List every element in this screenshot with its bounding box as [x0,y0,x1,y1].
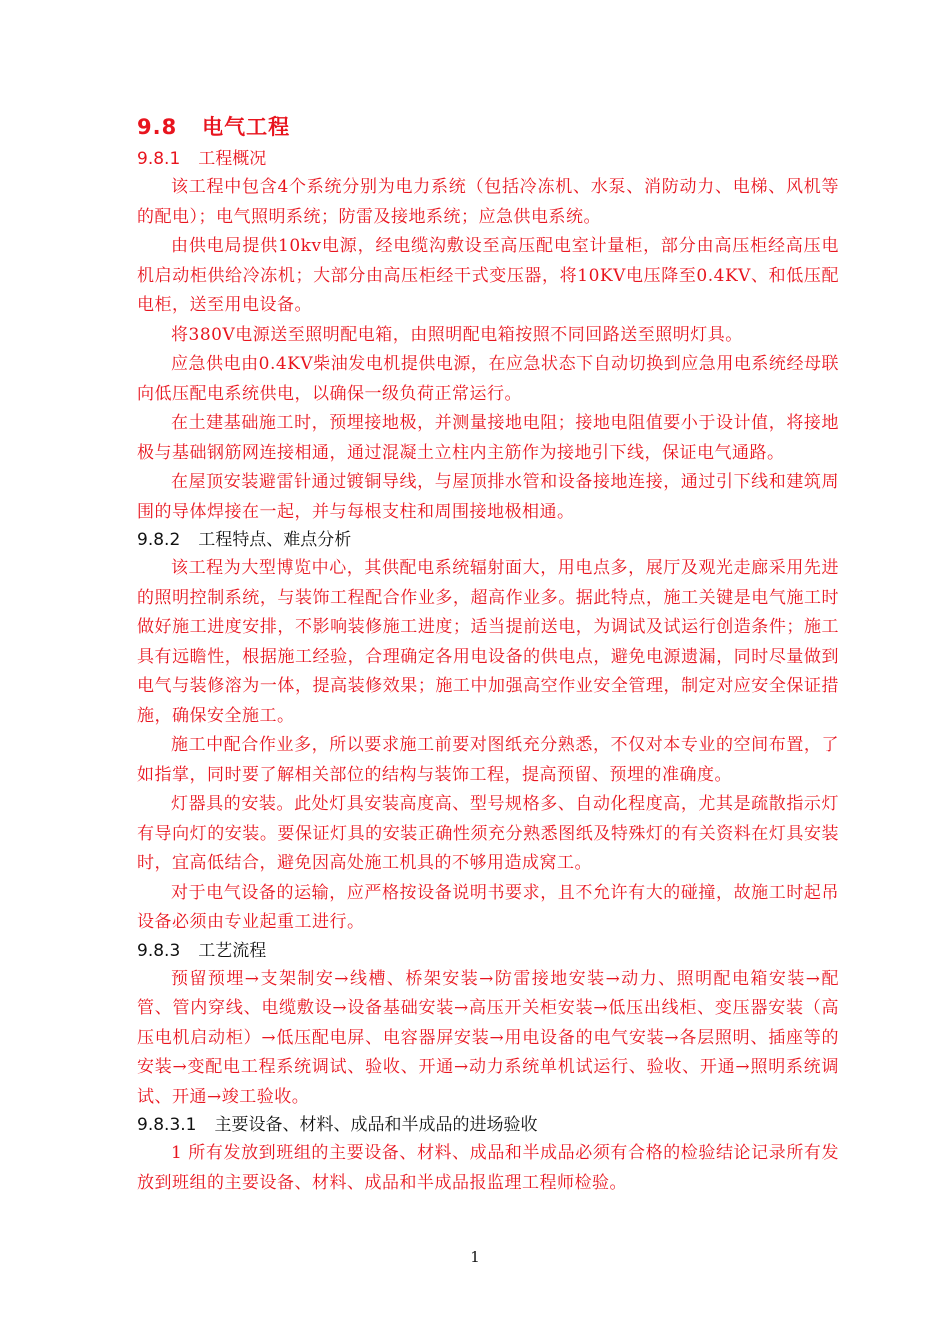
paragraph: 该工程中包含4个系统分别为电力系统（包括冷冻机、水泵、消防动力、电梯、风机等的配电）；电气照明系统；防雷及接地系统；应急供电系统。 [137,177,839,227]
page-number: 1 [470,1248,480,1266]
subsection-title: 工程概况 [198,149,267,169]
paragraph: 应急供电由0.4KV柴油发电机提供电源，在应急状态下自动切换到应急用电系统经母联向低压配电系统供电，以确保一级负荷正常运行。 [137,354,839,404]
paragraph: 在土建基础施工时，预埋接地极，并测量接地电阻；接地电阻值要小于设计值，将接地极与基础钢筋网连接相通，通过混凝土立柱内主筋作为接地引下线，保证电气通路。 [137,413,839,463]
section-number: 9.8 [137,115,178,139]
subsection-number: 9.8.3.1 [137,1115,197,1135]
paragraph: 将380V电源送至照明配电箱，由照明配电箱按照不同回路送至照明灯具。 [171,324,743,345]
section-heading [137,112,839,142]
subsection-heading-overview [137,146,839,173]
subsection-title: 工艺流程 [198,940,267,961]
subsection-number: 9.8.1 [137,149,181,169]
paragraph: 灯器具的安装。此处灯具安装高度高、型号规格多、自动化程度高，尤其是疏散指示灯有导向灯的安装。要保证灯具的安装正确性须充分熟悉图纸及特殊灯的有关资料在灯具安装时，宜高低结合，避免因高处施工机具的不够用造成窝工。 [137,794,839,873]
paragraph: 1 所有发放到班组的主要设备、材料、成品和半成品必须有合格的检验结论记录所有发放到班组的主要设备、材料、成品和半成品报监理工程师检验。 [137,1143,839,1193]
document-body [137,112,839,1198]
subsection-heading-features [137,527,839,554]
paragraph: 施工中配合作业多，所以要求施工前要对图纸充分熟悉，不仅对本专业的空间布置，了如指掌，同时要了解相关部位的结构与装饰工程，提高预留、预埋的准确度。 [137,735,839,785]
subsection-number: 9.8.2 [137,530,181,550]
paragraph: 在屋顶安装避雷针通过镀铜导线，与屋顶排水管和设备接地连接，通过引下线和建筑周围的导体焊接在一起，并与每根支柱和周围接地极相通。 [137,472,839,522]
subsection-number: 9.8.3 [137,940,181,961]
paragraph: 由供电局提供10kv电源，经电缆沟敷设至高压配电室计量柜，部分由高压柜经高压电机启动柜供给冷冻机；大部分由高压柜经干式变压器，将10KV电压降至0.4KV、和低压配电柜，送至用电设备。 [137,236,839,315]
subsection-title: 工程特点、难点分析 [198,530,352,550]
paragraph: 对于电气设备的运输，应严格按设备说明书要求，且不允许有大的碰撞，故施工时起吊设备必须由专业起重工进行。 [137,882,839,932]
section-title: 电气工程 [202,115,291,139]
subsection-heading-process [137,938,839,965]
paragraph: 预留预埋→支架制安→线槽、桥架安装→防雷接地安装→动力、照明配电箱安装→配管、管内穿线、电缆敷设→设备基础安装→高压开关柜安装→低压出线柜、变压器安装（高压电机启动柜）→低压配电屏、电容器屏安装→用电设备的电气安装→各层照明、插座等的安装→变配电工程系统调试、验收、开通→动力系统单机试运行、验收、开通→照明系统调试、开通→竣工验收。 [137,968,839,1107]
subsection-title: 主要设备、材料、成品和半成品的进场验收 [214,1115,538,1135]
paragraph: 该工程为大型博览中心，其供配电系统辐射面大，用电点多，展厅及观光走廊采用先进的照明控制系统，与装饰工程配合作业多，超高作业多。据此特点，施工关键是电气施工时做好施工进度安排，不影响装修施工进度；适当提前送电，为调试及试运行创造条件；施工具有远瞻性，根据施工经验，合理确定各用电设备的供电点，避免电源遗漏，同时尽量做到电气与装修溶为一体，提高装修效果；施工中加强高空作业安全管理，制定对应安全保证措施，确保安全施工。 [137,558,839,726]
subsection-heading-acceptance [137,1112,839,1139]
